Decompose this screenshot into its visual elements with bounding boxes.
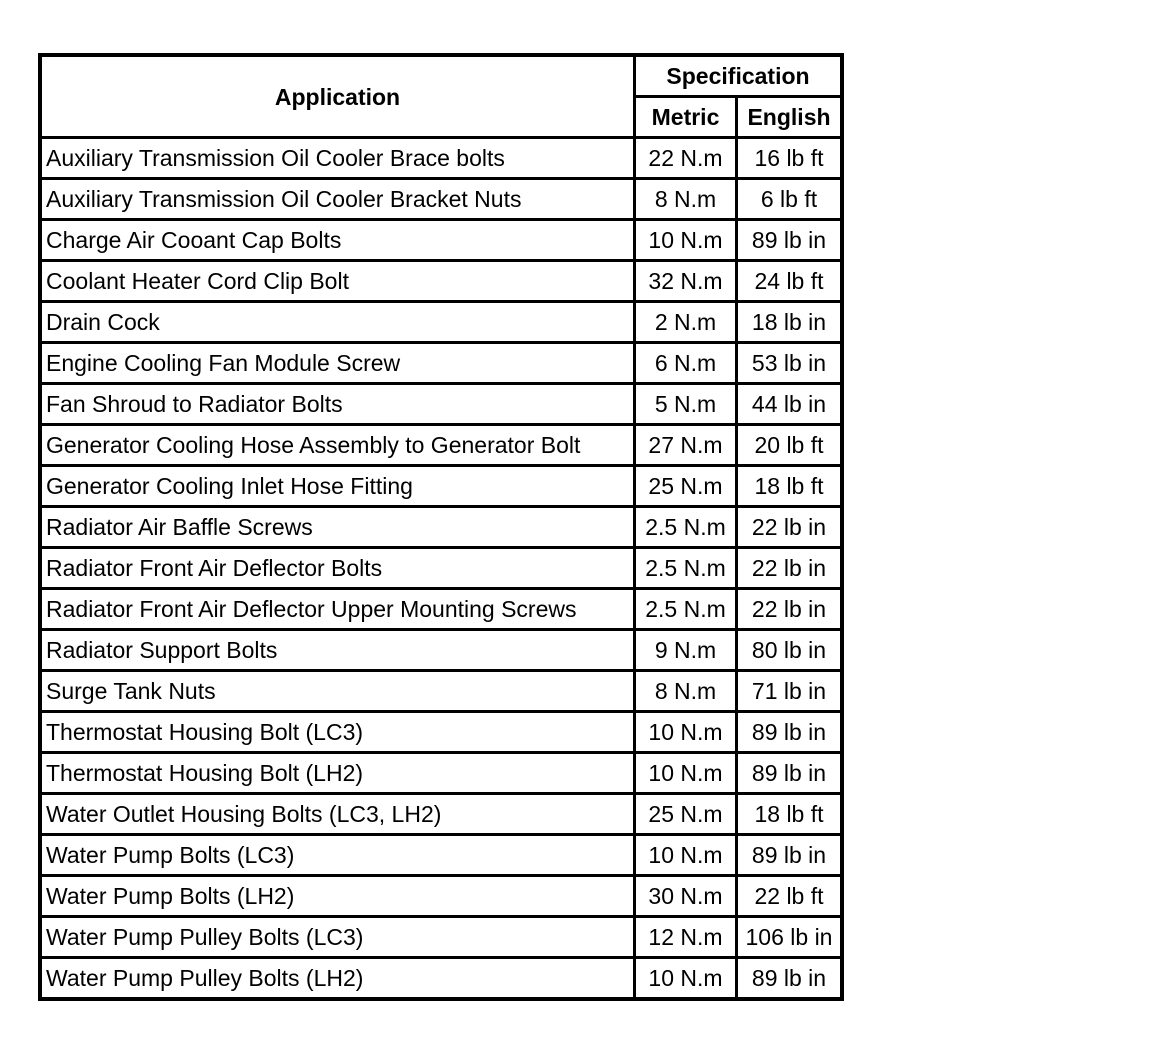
cell-metric: 5 N.m xyxy=(636,385,738,426)
table-row xyxy=(42,303,844,344)
cell-english: 22 lb in xyxy=(738,590,844,631)
cell-application: Charge Air Cooant Cap Bolts xyxy=(42,221,636,262)
cell-metric: 25 N.m xyxy=(636,795,738,836)
cell-application: Coolant Heater Cord Clip Bolt xyxy=(42,262,636,303)
table-row xyxy=(42,262,844,303)
table-row xyxy=(42,426,844,467)
cell-application: Surge Tank Nuts xyxy=(42,672,636,713)
table-row xyxy=(42,467,844,508)
table-row xyxy=(42,754,844,795)
cell-application: Thermostat Housing Bolt (LH2) xyxy=(42,754,636,795)
table-row xyxy=(42,180,844,221)
cell-english: 89 lb in xyxy=(738,713,844,754)
table-row xyxy=(42,713,844,754)
cell-application: Radiator Support Bolts xyxy=(42,631,636,672)
cell-metric: 10 N.m xyxy=(636,754,738,795)
cell-english: 106 lb in xyxy=(738,918,844,959)
table-row xyxy=(42,836,844,877)
cell-metric: 8 N.m xyxy=(636,180,738,221)
cell-metric: 6 N.m xyxy=(636,344,738,385)
cell-english: 20 lb ft xyxy=(738,426,844,467)
cell-metric: 22 N.m xyxy=(636,139,738,180)
cell-metric: 27 N.m xyxy=(636,426,738,467)
table-body xyxy=(42,139,844,1001)
cell-metric: 25 N.m xyxy=(636,467,738,508)
cell-english: 18 lb ft xyxy=(738,795,844,836)
cell-metric: 2 N.m xyxy=(636,303,738,344)
cell-english: 53 lb in xyxy=(738,344,844,385)
cell-application: Radiator Front Air Deflector Bolts xyxy=(42,549,636,590)
cell-metric: 2.5 N.m xyxy=(636,590,738,631)
cell-metric: 2.5 N.m xyxy=(636,508,738,549)
table-row xyxy=(42,590,844,631)
cell-english: 22 lb ft xyxy=(738,877,844,918)
cell-english: 22 lb in xyxy=(738,549,844,590)
cell-application: Water Pump Bolts (LC3) xyxy=(42,836,636,877)
cell-english: 22 lb in xyxy=(738,508,844,549)
table-row xyxy=(42,672,844,713)
cell-metric: 32 N.m xyxy=(636,262,738,303)
table-row xyxy=(42,918,844,959)
table-row xyxy=(42,549,844,590)
cell-application: Thermostat Housing Bolt (LC3) xyxy=(42,713,636,754)
header-english: English xyxy=(738,98,844,139)
table-row xyxy=(42,795,844,836)
cell-metric: 10 N.m xyxy=(636,836,738,877)
cell-application: Auxiliary Transmission Oil Cooler Bracket Nuts xyxy=(42,180,636,221)
header-application: Application xyxy=(42,57,636,139)
cell-english: 18 lb ft xyxy=(738,467,844,508)
cell-english: 89 lb in xyxy=(738,959,844,1001)
cell-metric: 10 N.m xyxy=(636,713,738,754)
header-specification: Specification xyxy=(636,57,844,98)
cell-english: 16 lb ft xyxy=(738,139,844,180)
table-row xyxy=(42,959,844,1001)
table-row xyxy=(42,508,844,549)
cell-english: 18 lb in xyxy=(738,303,844,344)
cell-metric: 10 N.m xyxy=(636,221,738,262)
cell-english: 89 lb in xyxy=(738,754,844,795)
cell-application: Engine Cooling Fan Module Screw xyxy=(42,344,636,385)
cell-english: 24 lb ft xyxy=(738,262,844,303)
table-row xyxy=(42,221,844,262)
torque-spec-table xyxy=(38,53,844,1001)
cell-english: 89 lb in xyxy=(738,221,844,262)
cell-application: Water Pump Pulley Bolts (LC3) xyxy=(42,918,636,959)
cell-english: 6 lb ft xyxy=(738,180,844,221)
cell-metric: 8 N.m xyxy=(636,672,738,713)
cell-application: Water Pump Pulley Bolts (LH2) xyxy=(42,959,636,1001)
cell-metric: 10 N.m xyxy=(636,959,738,1001)
cell-metric: 12 N.m xyxy=(636,918,738,959)
cell-metric: 30 N.m xyxy=(636,877,738,918)
cell-application: Drain Cock xyxy=(42,303,636,344)
cell-english: 89 lb in xyxy=(738,836,844,877)
cell-application: Fan Shroud to Radiator Bolts xyxy=(42,385,636,426)
cell-application: Water Outlet Housing Bolts (LC3, LH2) xyxy=(42,795,636,836)
cell-application: Radiator Air Baffle Screws xyxy=(42,508,636,549)
table-header xyxy=(42,57,844,139)
table-row xyxy=(42,385,844,426)
cell-application: Auxiliary Transmission Oil Cooler Brace bolts xyxy=(42,139,636,180)
cell-application: Generator Cooling Inlet Hose Fitting xyxy=(42,467,636,508)
cell-application: Radiator Front Air Deflector Upper Mounting Screws xyxy=(42,590,636,631)
header-metric: Metric xyxy=(636,98,738,139)
table-row xyxy=(42,139,844,180)
cell-application: Water Pump Bolts (LH2) xyxy=(42,877,636,918)
cell-english: 80 lb in xyxy=(738,631,844,672)
table-row xyxy=(42,877,844,918)
table-row xyxy=(42,631,844,672)
cell-english: 71 lb in xyxy=(738,672,844,713)
cell-application: Generator Cooling Hose Assembly to Generator Bolt xyxy=(42,426,636,467)
cell-english: 44 lb in xyxy=(738,385,844,426)
table-row xyxy=(42,344,844,385)
cell-metric: 2.5 N.m xyxy=(636,549,738,590)
cell-metric: 9 N.m xyxy=(636,631,738,672)
